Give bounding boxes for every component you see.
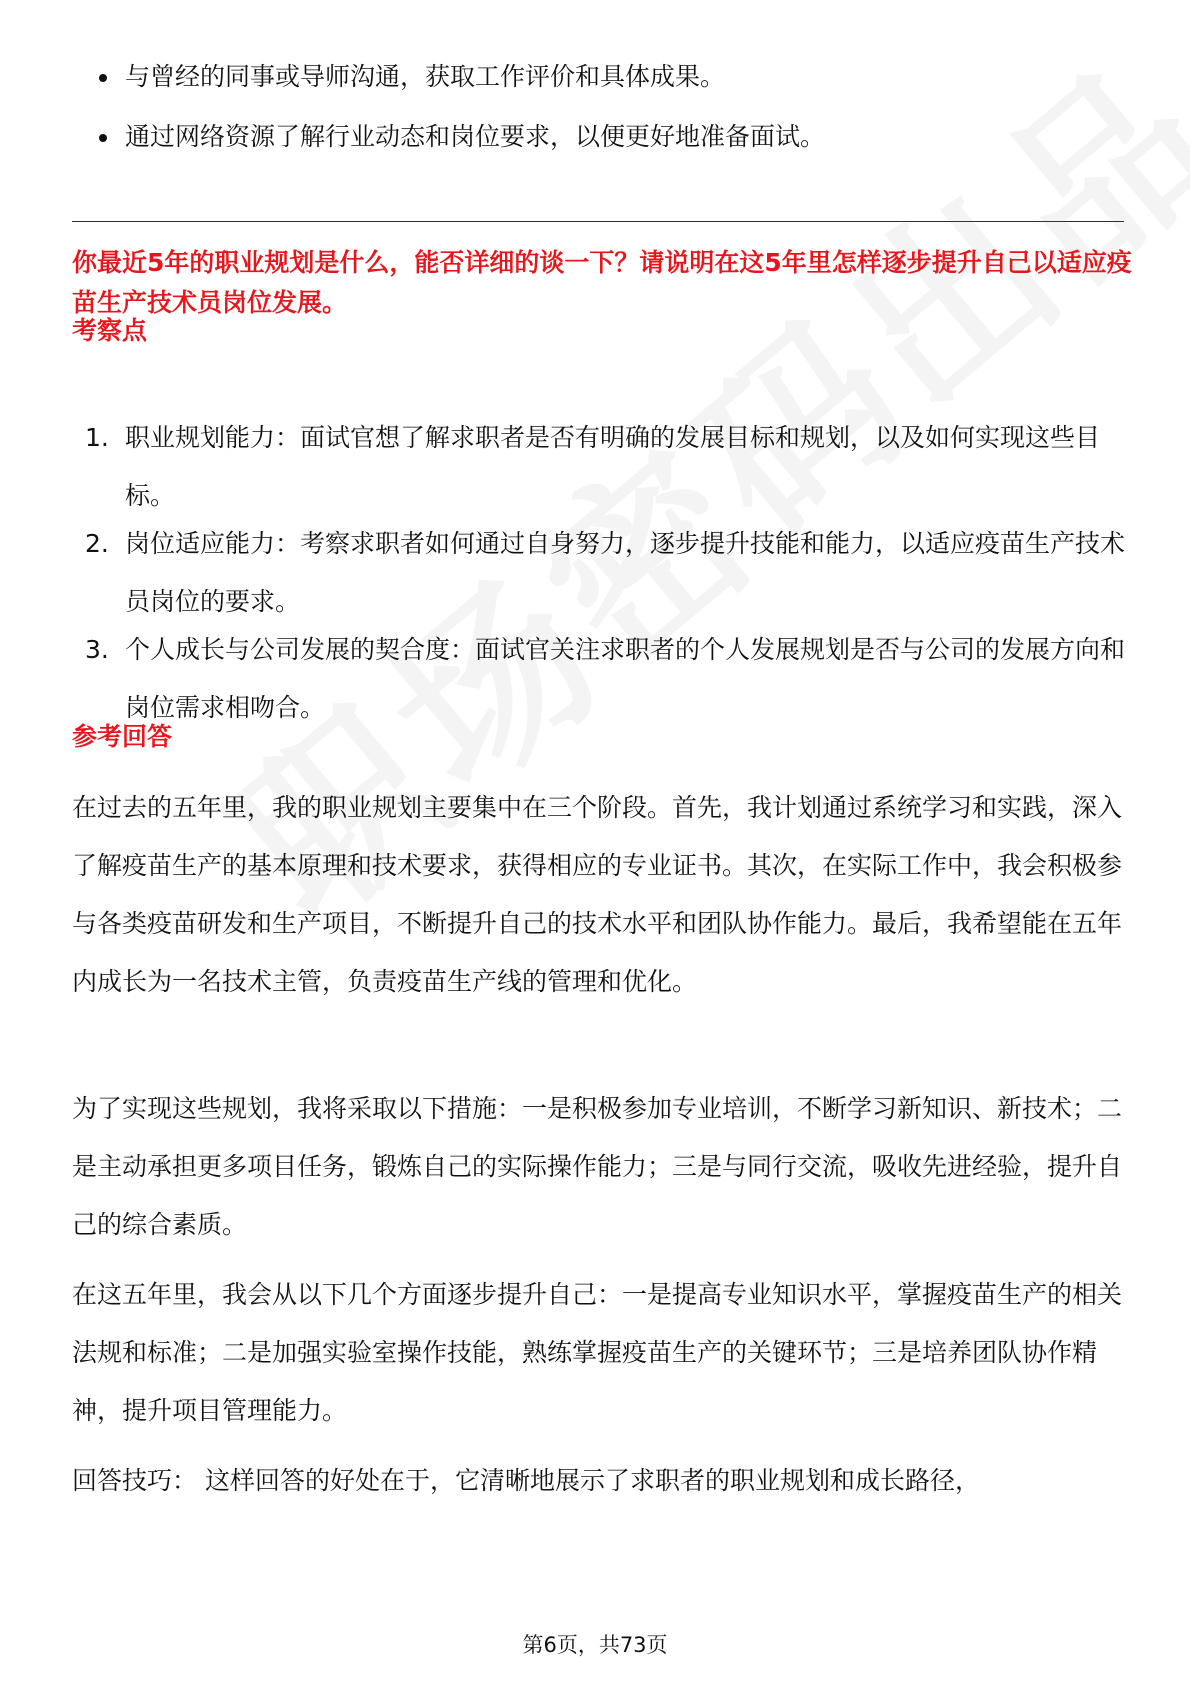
assessment-item bbox=[72, 409, 1132, 525]
page-number: 第6页，共73页 bbox=[522, 1633, 668, 1657]
answer-heading: 参考回答 bbox=[72, 722, 173, 751]
item-text: 个人成长与公司发展的契合度：面试官关注求职者的个人发展规划是否与公司的发展方向和岗位需求相吻合。 bbox=[125, 635, 1126, 722]
assessment-list bbox=[72, 409, 1132, 737]
assessment-item bbox=[72, 515, 1132, 631]
answer-paragraph: 在过去的五年里，我的职业规划主要集中在三个阶段。首先，我计划通过系统学习和实践，深入了解疫苗生产的基本原理和技术要求，获得相应的专业证书。其次，在实际工作中，我会积极参与各类疫苗研发和生产项目，不断提升自己的技术水平和团队协作能力。最后，我希望能在五年内成长为一名技术主管，负责疫苗生产线的管理和优化。 bbox=[72, 793, 1123, 996]
answer-paragraph: 为了实现这些规划，我将采取以下措施：一是积极参加专业培训，不断学习新知识、新技术；二是主动承担更多项目任务，锻炼自己的实际操作能力；三是与同行交流，吸收先进经验，提升自己的综合素质。 bbox=[72, 1094, 1123, 1239]
item-number: 3. bbox=[85, 635, 109, 664]
bullet-item: 通过网络资源了解行业动态和岗位要求，以便更好地准备面试。 bbox=[95, 118, 1115, 156]
item-text: 职业规划能力：面试官想了解求职者是否有明确的发展目标和规划，以及如何实现这些目标。 bbox=[125, 423, 1101, 510]
section-divider bbox=[72, 221, 1124, 222]
question-heading: 你最近5年的职业规划是什么，能否详细的谈一下？请说明在这5年里怎样逐步提升自己以适应疫苗生产技术员岗位发展。 bbox=[72, 248, 1132, 317]
item-number: 1. bbox=[85, 423, 109, 452]
assessment-item bbox=[72, 621, 1132, 737]
answer-tip: 回答技巧： 这样回答的好处在于，它清晰地展示了求职者的职业规划和成长路径， bbox=[72, 1466, 980, 1495]
item-text: 岗位适应能力：考察求职者如何通过自身努力，逐步提升技能和能力，以适应疫苗生产技术员岗位的要求。 bbox=[125, 529, 1126, 616]
answer-paragraph: 在这五年里，我会从以下几个方面逐步提升自己：一是提高专业知识水平，掌握疫苗生产的相关法规和标准；二是加强实验室操作技能，熟练掌握疫苗生产的关键环节；三是培养团队协作精神，提升项目管理能力。 bbox=[72, 1280, 1123, 1425]
bullet-list bbox=[95, 58, 1115, 178]
assessment-heading: 考察点 bbox=[72, 316, 148, 345]
bullet-item: 与曾经的同事或导师沟通，获取工作评价和具体成果。 bbox=[95, 58, 1115, 96]
item-number: 2. bbox=[85, 529, 109, 558]
